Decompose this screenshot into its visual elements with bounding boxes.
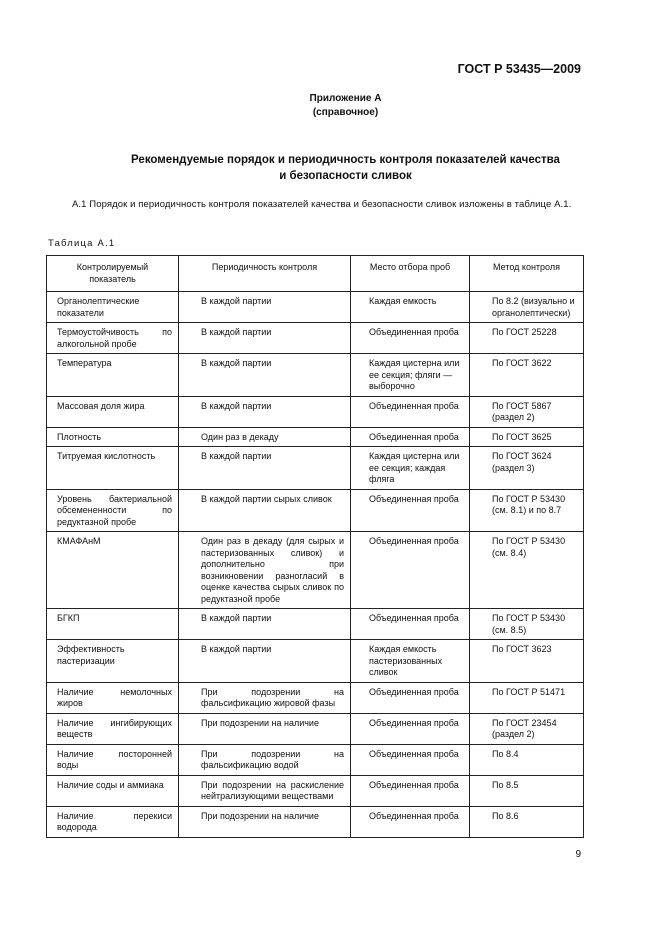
cell-indicator: Эффективность пастеризации <box>47 640 179 683</box>
header-method: Метод контроля <box>470 256 584 292</box>
cell-indicator: Наличие посторонней воды <box>47 744 179 775</box>
cell-sampling-place: Каждая цистерна или ее секция; каждая фляга <box>351 447 470 490</box>
cell-method: По 8.5 <box>470 775 584 806</box>
cell-frequency: В каждой партии <box>179 447 351 490</box>
cell-method: По ГОСТ 3622 <box>470 354 584 397</box>
appendix-title: Приложение А <box>309 93 382 104</box>
cell-method: По 8.2 (визуально и органолептически) <box>470 292 584 323</box>
cell-method: По ГОСТ 3624 (раздел 3) <box>470 447 584 490</box>
page-number: 9 <box>575 849 581 860</box>
cell-indicator: Наличие перекиси водорода <box>47 806 179 837</box>
cell-indicator: Температура <box>47 354 179 397</box>
table-row <box>47 682 584 713</box>
cell-indicator: Уровень бактериальной обсемененности по редуктазной пробе <box>47 489 179 532</box>
table-row <box>47 775 584 806</box>
cell-sampling-place: Объединенная проба <box>351 532 470 609</box>
table-row <box>47 427 584 447</box>
header-frequency: Периодичность контроля <box>179 256 351 292</box>
table-row <box>47 489 584 532</box>
cell-sampling-place: Объединенная проба <box>351 396 470 427</box>
cell-sampling-place: Каждая цистерна или ее секция; фляги — выборочно <box>351 354 470 397</box>
cell-indicator: КМАФАнМ <box>47 532 179 609</box>
table-row <box>47 640 584 683</box>
cell-method: По ГОСТ 3625 <box>470 427 584 447</box>
appendix-heading <box>0 92 661 120</box>
section-title-line-1: Рекомендуемые порядок и периодичность контроля показателей качества <box>131 154 560 166</box>
appendix-subtitle: (справочное) <box>312 107 379 118</box>
table-row <box>47 744 584 775</box>
cell-method: По ГОСТ Р 53430 (см. 8.5) <box>470 609 584 640</box>
cell-frequency: Один раз в декаду <box>179 427 351 447</box>
cell-frequency: В каждой партии сырых сливок <box>179 489 351 532</box>
cell-sampling-place: Объединенная проба <box>351 744 470 775</box>
cell-frequency: В каждой партии <box>179 396 351 427</box>
table-row <box>47 713 584 744</box>
control-table <box>46 255 584 838</box>
cell-sampling-place: Объединенная проба <box>351 427 470 447</box>
cell-sampling-place: Объединенная проба <box>351 489 470 532</box>
section-title-line-2: и безопасности сливок <box>279 170 412 182</box>
cell-sampling-place: Каждая емкость пастеризованных сливок <box>351 640 470 683</box>
cell-frequency: В каждой партии <box>179 323 351 354</box>
cell-method: По ГОСТ 3623 <box>470 640 584 683</box>
header-sampling-place: Место отбора проб <box>351 256 470 292</box>
table-body <box>47 292 584 838</box>
cell-indicator: Наличие ингибирующих веществ <box>47 713 179 744</box>
table-row <box>47 447 584 490</box>
cell-frequency: При подозрении на наличие <box>179 806 351 837</box>
table-row <box>47 532 584 609</box>
cell-method: По 8.4 <box>470 744 584 775</box>
cell-indicator: БГКП <box>47 609 179 640</box>
cell-method: По ГОСТ Р 53430 (см. 8.4) <box>470 532 584 609</box>
cell-indicator: Плотность <box>47 427 179 447</box>
section-title <box>0 152 661 184</box>
cell-sampling-place: Объединенная проба <box>351 775 470 806</box>
cell-frequency: При подозрении на фальсификацию водой <box>179 744 351 775</box>
cell-method: По ГОСТ 5867 (раздел 2) <box>470 396 584 427</box>
cell-sampling-place: Объединенная проба <box>351 609 470 640</box>
cell-method: По ГОСТ 25228 <box>470 323 584 354</box>
cell-sampling-place: Объединенная проба <box>351 323 470 354</box>
cell-method: По ГОСТ 23454 (раздел 2) <box>470 713 584 744</box>
cell-frequency: В каждой партии <box>179 292 351 323</box>
table-row <box>47 292 584 323</box>
cell-indicator: Наличие соды и аммиака <box>47 775 179 806</box>
cell-method: По 8.6 <box>470 806 584 837</box>
cell-frequency: В каждой партии <box>179 640 351 683</box>
cell-method: По ГОСТ Р 53430 (см. 8.1) и по 8.7 <box>470 489 584 532</box>
table-row <box>47 323 584 354</box>
cell-frequency: В каждой партии <box>179 354 351 397</box>
cell-frequency: При подозрении на фальсификацию жировой фазы <box>179 682 351 713</box>
cell-indicator: Наличие немолочных жиров <box>47 682 179 713</box>
table-row <box>47 354 584 397</box>
cell-method: По ГОСТ Р 51471 <box>470 682 584 713</box>
table-row <box>47 396 584 427</box>
cell-sampling-place: Объединенная проба <box>351 713 470 744</box>
cell-indicator: Органолептические показатели <box>47 292 179 323</box>
cell-frequency: Один раз в декаду (для сырых и пастеризованных сливок) и дополнительно при возникновении разногласий в оценке качества сырых сливок по редуктазной пробе <box>179 532 351 609</box>
intro-paragraph: А.1 Порядок и периодичность контроля показателей качества и безопасности сливок изложены в таблице А.1. <box>72 199 572 210</box>
cell-frequency: В каждой партии <box>179 609 351 640</box>
table-caption: Таблица А.1 <box>48 238 116 249</box>
cell-indicator: Титруемая кислотность <box>47 447 179 490</box>
cell-sampling-place: Каждая емкость <box>351 292 470 323</box>
cell-sampling-place: Объединенная проба <box>351 682 470 713</box>
table-row <box>47 806 584 837</box>
table-row <box>47 609 584 640</box>
cell-frequency: При подозрении на раскисление нейтрализующими веществами <box>179 775 351 806</box>
cell-indicator: Термоустойчивость по алкогольной пробе <box>47 323 179 354</box>
cell-frequency: При подозрении на наличие <box>179 713 351 744</box>
standard-code: ГОСТ Р 53435—2009 <box>457 62 581 76</box>
cell-indicator: Массовая доля жира <box>47 396 179 427</box>
header-indicator: Контролируемый показатель <box>47 256 179 292</box>
table-header-row <box>47 256 584 292</box>
cell-sampling-place: Объединенная проба <box>351 806 470 837</box>
